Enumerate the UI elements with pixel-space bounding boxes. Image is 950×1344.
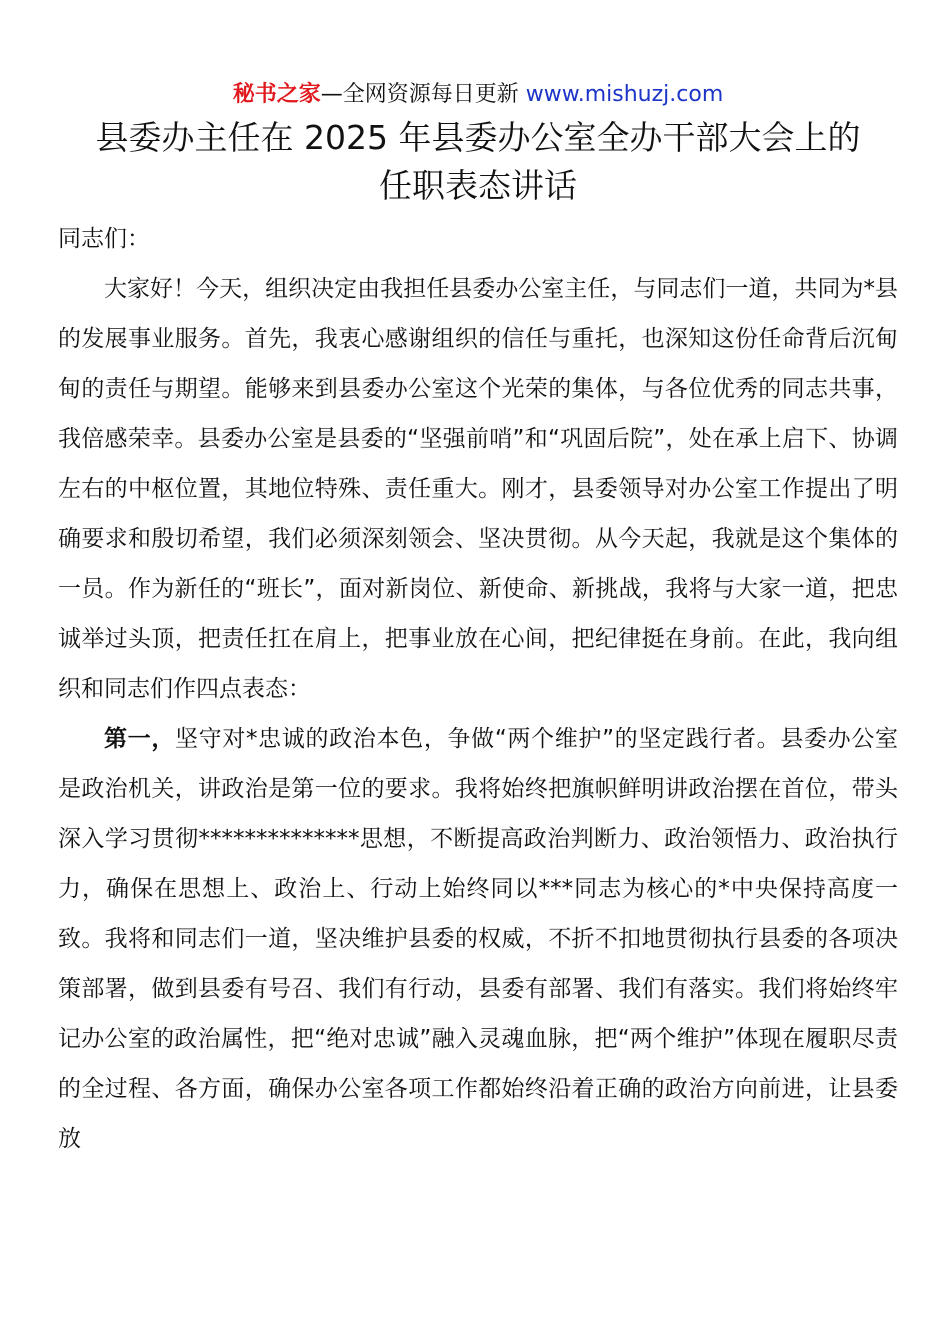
title-line-1: 县委办主任在 2025 年县委办公室全办干部大会上的 bbox=[95, 118, 861, 157]
paragraph-text: 大家好！今天，组织决定由我担任县委办公室主任，与同志们一道，共同为*县的发展事业服务。首先，我衷心感谢组织的信任与重托，也深知这份任命背后沉甸甸的责任与期望。能够来到县委办公室这个光荣的集体，与各位优秀的同志共事，我倍感荣幸。县委办公室是县委的“坚强前哨”和“巩固后院”，处在承上启下、协调左右的中枢位置，其地位特殊、责任重大。刚才，县委领导对办公室工作提出了明确要求和殷切希望，我们必须深刻领会、坚决贯彻。从今天起，我就是这个集体的一员。作为新任的“班长”，面对新岗位、新使命、新挑战，我将与大家一道，把忠诚举过头顶，把责任扛在肩上，把事业放在心间，把纪律挺在身前。在此，我向组织和同志们作四点表态： bbox=[58, 276, 898, 702]
document-page bbox=[58, 78, 898, 1164]
paragraph-text: 坚守对*忠诚的政治本色，争做“两个维护”的坚定践行者。县委办公室是政治机关，讲政治是第一位的要求。我将始终把旗帜鲜明讲政治摆在首位，带头深入学习贯彻**************思想，不断提高政治判断力、政治领悟力、政治执行力，确保在思想上、政治上、行动上始终同以***同志为核心的*中央保持高度一致。我将和同志们一道，坚决维护县委的权威，不折不扣地贯彻执行县委的各项决策部署，做到县委有号召、我们有行动，县委有部署、我们有落实。我们将始终牢记办公室的政治属性，把“绝对忠诚”融入灵魂血脉，把“两个维护”体现在履职尽责的全过程、各方面，确保办公室各项工作都始终沿着正确的政治方向前进，让县委放 bbox=[58, 726, 898, 1152]
header-tagline: —全网资源每日更新 bbox=[320, 82, 526, 107]
document-title bbox=[58, 114, 898, 210]
paragraph-intro bbox=[58, 264, 898, 714]
paragraph-point-one bbox=[58, 714, 898, 1164]
title-line-2: 任职表态讲话 bbox=[379, 166, 577, 205]
site-header bbox=[58, 78, 898, 112]
salutation: 同志们： bbox=[58, 226, 150, 252]
paragraph-lead: 第一， bbox=[104, 726, 175, 752]
brand-name: 秘书之家 bbox=[232, 82, 321, 107]
site-url[interactable]: www.mishuzj.com bbox=[525, 82, 724, 107]
